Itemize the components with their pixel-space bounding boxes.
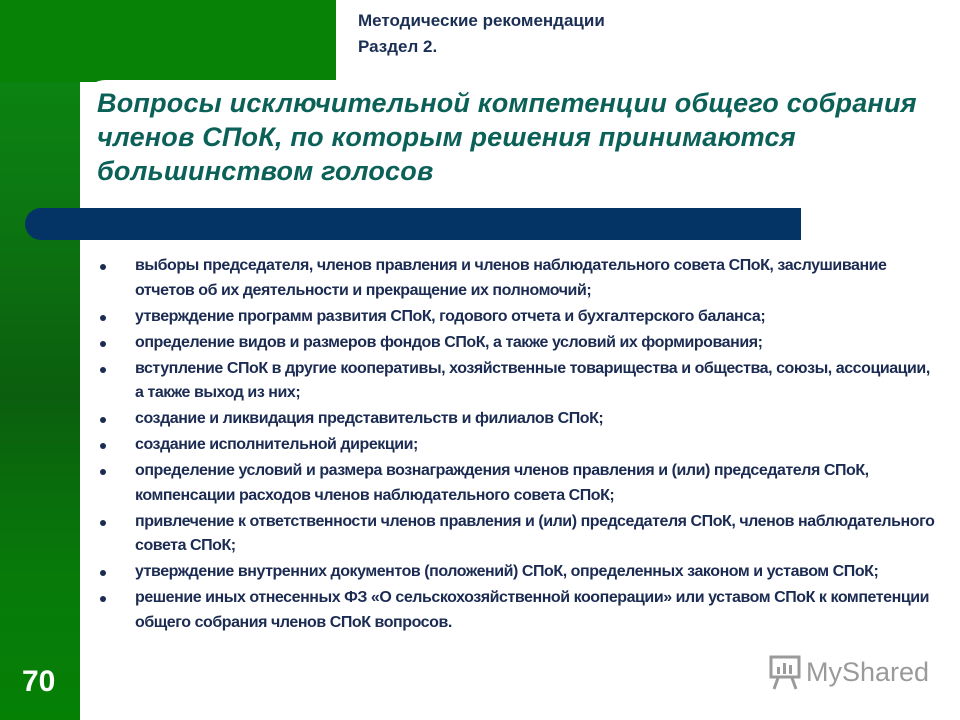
slide-title: Вопросы исключительной компетенции общего собрания членов СПоК, по которым решения принимаются большинством голосов [97,88,917,186]
title-divider-bar [25,208,801,240]
list-item [100,407,940,432]
bullet-icon [100,341,106,347]
item-text: определение видов и размеров фондов СПоК, а также условий их формирования; [135,333,763,351]
list-item [100,560,940,585]
list-item [100,433,940,458]
list-item [100,357,940,406]
list-item [100,305,940,330]
green-top-block [0,0,336,82]
presentation-board-icon [768,654,802,690]
bullet-icon [100,596,106,602]
item-text: утверждение внутренних документов (положений) СПоК, определенных законом и уставом СПоК; [135,563,879,580]
item-text: выборы председателя, членов правления и членов наблюдательного совета СПоК, заслушивание отчетов об их деятельности и прекращение их полномочий; [135,257,887,299]
item-text: решение иных отнесенных ФЗ «О сельскохозяйственной кооперации» или уставом СПоК к компетенции общего собрания членов СПоК вопросов. [135,589,929,631]
item-text: создание и ликвидация представительств и филиалов СПоК; [135,410,604,427]
bullet-icon [100,367,106,373]
bullet-icon [100,315,106,321]
item-text: вступление СПоК в другие кооперативы, хозяйственные товарищества и общества, союзы, ассоциации, а также выход из них; [135,359,930,401]
item-text: создание исполнительной дирекции; [135,436,418,453]
bullet-icon [100,443,106,449]
header-line1: Методические рекомендации [358,11,605,30]
slide-header [358,8,605,60]
item-text: определение условий и размера вознаграждения членов правления и (или) председателя СПоК, компенсации расходов членов наблюдательного совета СПоК; [135,462,869,504]
page-number: 70 [22,665,56,698]
list-item [100,586,940,635]
green-side-strip [0,0,80,720]
watermark-text: MyShared [806,656,930,687]
list-item [100,510,940,559]
watermark [768,654,929,690]
item-text: утверждение программ развития СПоК, годового отчета и бухгалтерского баланса; [135,307,766,325]
bullet-icon [100,417,106,423]
list-item [100,331,940,356]
header-line2: Раздел 2. [358,37,438,56]
bullet-icon [100,264,106,270]
bullet-icon [100,469,106,475]
bullet-list [100,254,940,637]
bullet-icon [100,520,106,526]
list-item [100,459,940,508]
list-item [100,254,940,303]
item-text: привлечение к ответственности членов правления и (или) председателя СПоК, членов наблюдательного совета СПоК; [135,512,935,554]
bullet-icon [100,570,106,576]
